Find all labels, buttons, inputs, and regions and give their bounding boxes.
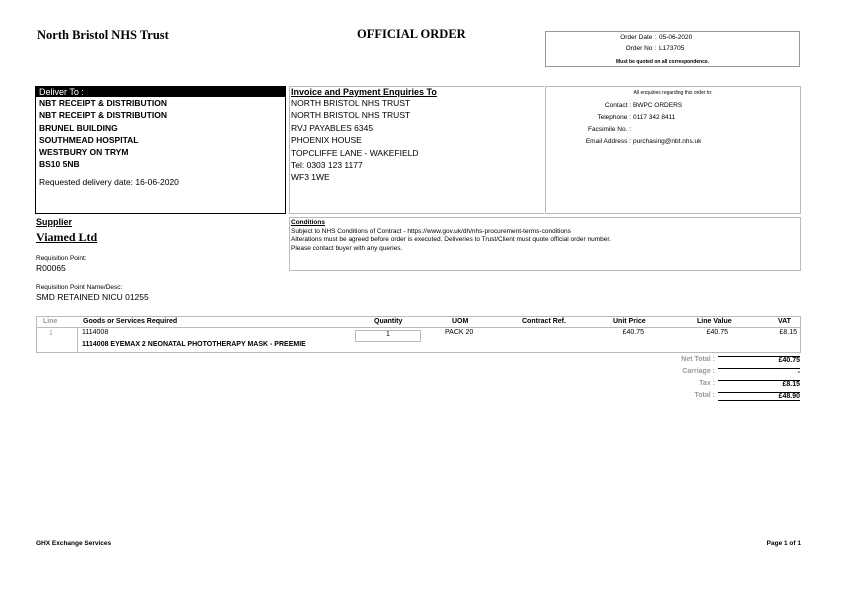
net-total-value: £40.75 bbox=[718, 356, 800, 364]
conditions-box bbox=[289, 217, 801, 271]
deliver-line: SOUTHMEAD HOSPITAL bbox=[39, 134, 139, 145]
col-uom-header: UOM bbox=[452, 318, 469, 325]
deliver-line: WESTBURY ON TRYM bbox=[39, 147, 129, 158]
email-value: purchasing@nbt.nhs.uk bbox=[633, 138, 702, 145]
contact-row bbox=[546, 102, 683, 109]
conditions-title: Conditions bbox=[291, 219, 325, 226]
quantity-value: 1 bbox=[386, 331, 390, 338]
order-date-value: 05-06-2020 bbox=[659, 34, 693, 41]
unit-price-value: £40.75 bbox=[622, 329, 644, 336]
deliver-to-box bbox=[35, 86, 286, 214]
contact-label: Contact : bbox=[604, 102, 631, 109]
invoice-line: NORTH BRISTOL NHS TRUST bbox=[291, 98, 411, 108]
invoice-box bbox=[289, 86, 544, 214]
vat-value: £8.15 bbox=[779, 329, 797, 336]
total-value: £48.90 bbox=[718, 392, 800, 401]
order-no-value: L173705 bbox=[659, 45, 685, 52]
quote-note: Must be quoted on all correspondence. bbox=[616, 59, 710, 65]
deliver-line: NBT RECEIPT & DISTRIBUTION bbox=[39, 110, 167, 121]
line-number: 1 bbox=[49, 330, 53, 337]
tax-label: Tax : bbox=[699, 380, 715, 387]
telephone-value: 0117 342 8411 bbox=[633, 114, 676, 121]
telephone-row bbox=[546, 114, 676, 121]
supplier-name: Viamed Ltd bbox=[36, 230, 98, 244]
contact-value: BWPC ORDERS bbox=[633, 102, 683, 109]
deliver-line: NBT RECEIPT & DISTRIBUTION bbox=[39, 98, 167, 108]
telephone-label: Telephone : bbox=[597, 114, 631, 121]
order-no-label: Order No : bbox=[625, 45, 656, 52]
req-point-name-label: Requisition Point Name/Desc: bbox=[36, 284, 123, 291]
table-row bbox=[36, 328, 801, 353]
quantity-cell bbox=[355, 330, 421, 342]
fax-row bbox=[546, 126, 631, 133]
table-header bbox=[36, 316, 801, 328]
carriage-label: Carriage : bbox=[682, 368, 715, 375]
invoice-line: NORTH BRISTOL NHS TRUST bbox=[291, 110, 411, 121]
enquiries-box bbox=[545, 86, 801, 214]
uom-value: PACK 20 bbox=[445, 329, 474, 336]
conditions-line: Please contact buyer with any queries. bbox=[291, 244, 403, 252]
enquiries-note: All enquiries regarding this order to: bbox=[633, 90, 713, 96]
conditions-line: Subject to NHS Conditions of Contract - https://www.gov.uk/dh/nhs-procurement-terms-conditions bbox=[291, 227, 571, 235]
email-row bbox=[546, 138, 702, 145]
item-description: 1114008 EYEMAX 2 NEONATAL PHOTOTHERAPY MASK - PREEMIE bbox=[82, 341, 306, 348]
order-info-box bbox=[545, 31, 800, 67]
trust-name: North Bristol NHS Trust bbox=[37, 28, 169, 42]
net-total-label: Net Total : bbox=[681, 356, 715, 363]
invoice-line: RVJ PAYABLES 6345 bbox=[291, 122, 374, 133]
page-number: Page 1 of 1 bbox=[766, 540, 801, 547]
col-goods-header: Goods or Services Required bbox=[83, 318, 178, 325]
req-point-value: R00065 bbox=[36, 263, 66, 273]
carriage-value: - bbox=[718, 368, 800, 376]
line-value-value: £40.75 bbox=[706, 329, 728, 336]
deliver-line: BRUNEL BUILDING bbox=[39, 122, 118, 133]
supplier-label: Supplier bbox=[36, 217, 73, 227]
col-line-header: Line bbox=[43, 318, 58, 325]
requested-delivery-date: Requested delivery date: 16-06-2020 bbox=[39, 176, 179, 187]
item-code: 1114008 bbox=[82, 329, 109, 336]
order-date-row bbox=[546, 34, 693, 41]
invoice-line: WF3 1WE bbox=[291, 172, 330, 183]
invoice-line: Tel: 0303 123 1177 bbox=[291, 160, 363, 171]
document-title: OFFICIAL ORDER bbox=[357, 27, 466, 41]
line-cell bbox=[37, 328, 78, 352]
fax-label: Facsimile No. : bbox=[588, 126, 631, 133]
col-contract-header: Contract Ref. bbox=[522, 318, 566, 325]
req-point-name-value: SMD RETAINED NICU 01255 bbox=[36, 292, 149, 302]
invoice-line: PHOENIX HOUSE bbox=[291, 135, 362, 146]
invoice-title: Invoice and Payment Enquiries To bbox=[291, 87, 437, 97]
deliver-to-title: Deliver To : bbox=[36, 87, 285, 97]
col-vat-header: VAT bbox=[778, 318, 791, 325]
tax-value: £8.15 bbox=[718, 380, 800, 388]
deliver-line: BS10 5NB bbox=[39, 159, 80, 170]
col-unit-price-header: Unit Price bbox=[613, 318, 646, 325]
email-label: Email Address : bbox=[585, 138, 631, 145]
order-lines-table bbox=[36, 316, 801, 353]
col-line-value-header: Line Value bbox=[697, 318, 732, 325]
col-quantity-header: Quantity bbox=[374, 318, 403, 325]
footer-left: GHX Exchange Services bbox=[36, 540, 112, 547]
order-date-label: Order Date : bbox=[620, 34, 656, 41]
total-label: Total : bbox=[694, 392, 715, 399]
invoice-line: TOPCLIFFE LANE - WAKEFIELD bbox=[291, 147, 419, 158]
order-no-row bbox=[546, 45, 685, 52]
req-point-label: Requisition Point: bbox=[36, 255, 87, 262]
conditions-line: Alterations must be agreed before order is executed. Deliveries to Trust/Client must quote official order number. bbox=[291, 236, 611, 243]
